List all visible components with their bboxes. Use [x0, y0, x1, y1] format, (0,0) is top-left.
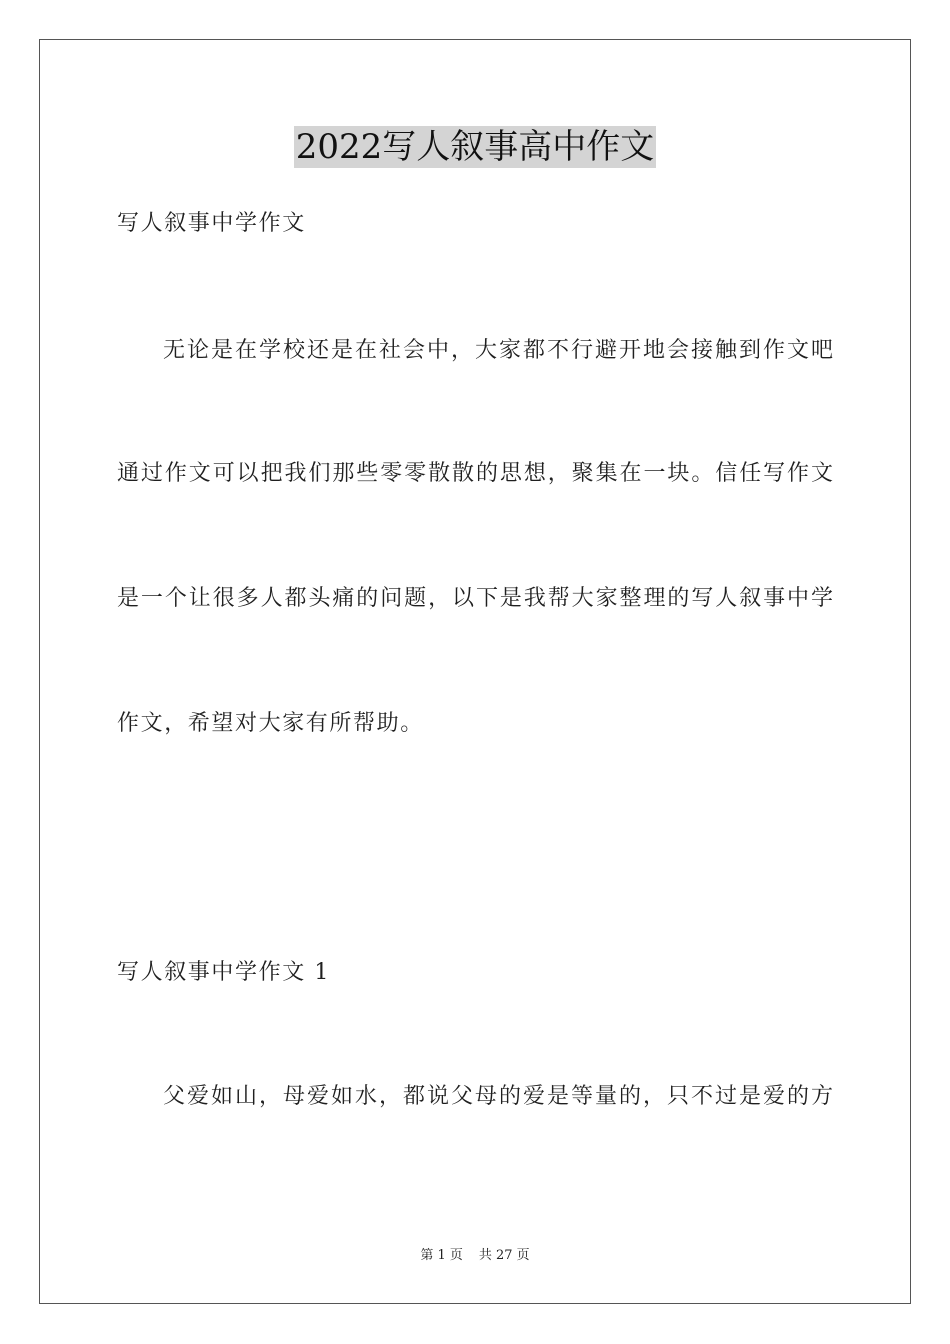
- section-heading: 写人叙事中学作文 1: [117, 960, 330, 985]
- document-subtitle: 写人叙事中学作文: [117, 211, 306, 236]
- paragraph-line: 是一个让很多人都头痛的问题，以下是我帮大家整理的写人叙事中学: [117, 586, 833, 611]
- title-container: [0, 126, 950, 168]
- paragraph-line: 作文，希望对大家有所帮助。: [117, 711, 424, 736]
- paragraph-line: 无论是在学校还是在社会中，大家都不行避开地会接触到作文吧: [163, 338, 833, 363]
- document-title: 2022写人叙事高中作文: [295, 127, 655, 167]
- paragraph-line: 通过作文可以把我们那些零零散散的思想，聚集在一块。信任写作文: [117, 461, 833, 486]
- paragraph-line: 父爱如山，母爱如水，都说父母的爱是等量的，只不过是爱的方: [163, 1084, 833, 1109]
- page-footer: [0, 1247, 950, 1265]
- page-number: 第 1 页: [420, 1248, 463, 1263]
- page-total: 共 27 页: [478, 1248, 530, 1263]
